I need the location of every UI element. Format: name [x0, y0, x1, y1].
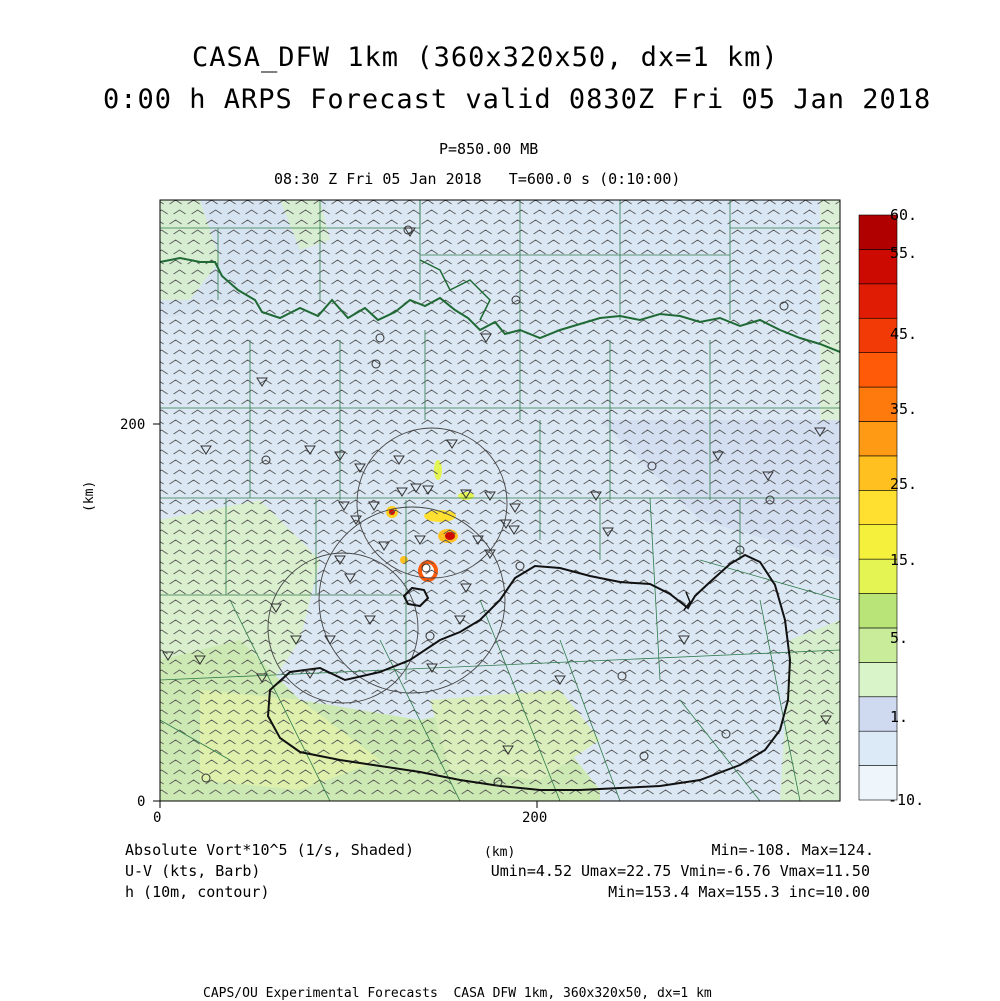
x-tick-labels [153, 810, 547, 826]
field-minmax: Min=-108. Max=124. [711, 841, 874, 859]
legend-barb: U-V (kts, Barb) [125, 862, 261, 880]
y-tick-labels [120, 417, 145, 810]
y-tick-200: 200 [120, 417, 146, 433]
colorbar-label: 55. [890, 244, 918, 263]
colorbar-label: 60. [890, 206, 918, 224]
colorbar-segment [859, 662, 897, 696]
chart-subtitle: 0:00 h ARPS Forecast valid 0830Z Fri 05 Jan 2018 [103, 84, 932, 115]
colorbar-label: -10. [888, 791, 925, 809]
colorbar-label: 15. [890, 551, 918, 570]
colorbar-label: 1. [890, 707, 909, 726]
colorbar-segment [859, 594, 897, 628]
colorbar-segment [859, 731, 897, 765]
footer-credit: CAPS/OU Experimental Forecasts CASA DFW 1km, 360x320x50, dx=1 km [203, 986, 712, 1001]
legend-contour: h (10m, contour) [125, 883, 270, 901]
colorbar-segment [859, 353, 897, 387]
chart-title: CASA_DFW 1km (360x320x50, dx=1 km) [192, 42, 779, 73]
colorbar-segment [859, 284, 897, 318]
valid-time-line: 08:30 Z Fri 05 Jan 2018 T=600.0 s (0:10:00) [274, 170, 681, 188]
colorbar-label: 25. [890, 475, 918, 494]
wind-minmax: Umin=4.52 Umax=22.75 Vmin=-6.76 Vmax=11.50 [490, 862, 870, 880]
pressure-level: P=850.00 MB [439, 140, 539, 158]
x-tick-0: 0 [153, 810, 162, 826]
x-axis-label: (km) [484, 845, 516, 860]
y-axis-label: (km) [82, 480, 97, 512]
y-tick-0: 0 [137, 794, 146, 810]
colorbar-segment [859, 421, 897, 455]
colorbar-label: 35. [890, 400, 918, 419]
x-tick-200: 200 [522, 810, 548, 826]
contour-minmax: Min=153.4 Max=155.3 inc=10.00 [608, 883, 870, 901]
legend-shaded: Absolute Vort*10^5 (1/s, Shaded) [125, 841, 414, 859]
colorbar-label: 5. [890, 628, 909, 647]
colorbar-label: 45. [890, 324, 918, 343]
colorbar-segment [859, 490, 897, 524]
